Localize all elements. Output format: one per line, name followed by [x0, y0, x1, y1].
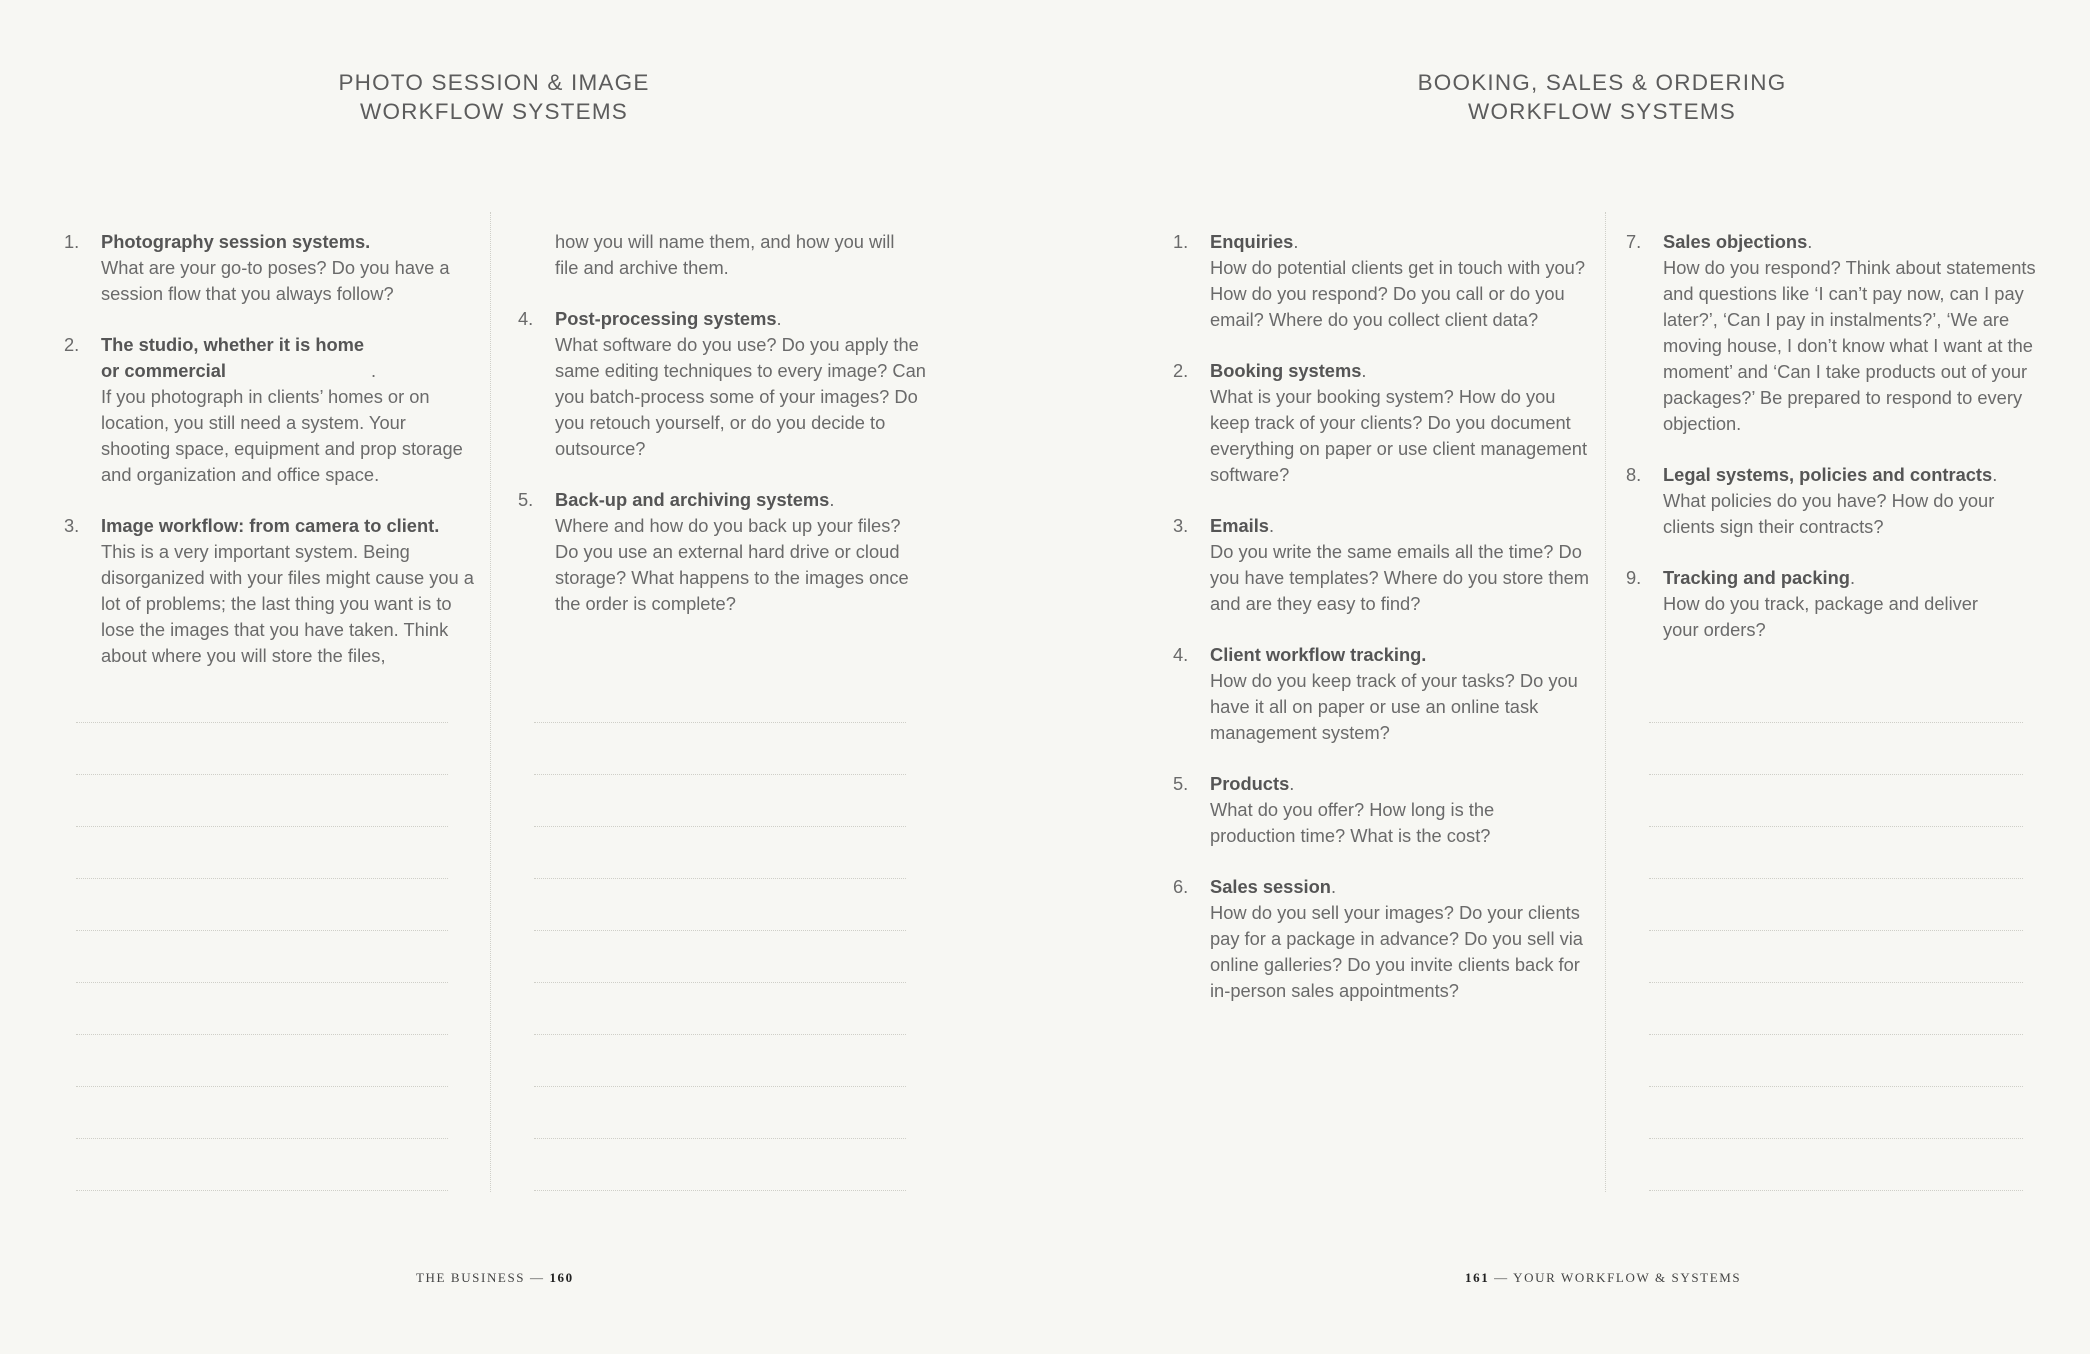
- item-text: What do you offer? How long is the production time? What is the cost?: [1210, 799, 1495, 846]
- item-number: 7.: [1626, 231, 1642, 252]
- item-text: How do you sell your images? Do your clients pay for a package in advance? Do you sell via online galleries? Do you invite clients back for in-person sales appointments?: [1210, 902, 1583, 1001]
- item-text: What software do you use? Do you apply the same editing techniques to every image? Can you batch-process some of your images? Do you retouch yourself, or do you decide to outsource?: [555, 334, 926, 459]
- right-page-title: [1252, 68, 1952, 126]
- item-title: Booking systems: [1210, 360, 1362, 381]
- item-title: Products: [1210, 773, 1290, 794]
- item-number: 4.: [1173, 644, 1189, 665]
- item-text: If you photograph in clients’ homes or on location, you still need a system. Your shooting space, equipment and prop storage and organization and office space.: [101, 386, 463, 485]
- list-item: 2. Booking systems. What is your booking system? How do you keep track of your clients? Do you document everything on paper or use client management software?: [1173, 358, 1595, 488]
- item-number: 8.: [1626, 464, 1642, 485]
- item-number: 6.: [1173, 876, 1189, 897]
- item-text: How do you keep track of your tasks? Do you have it all on paper or use an online task management system?: [1210, 670, 1578, 743]
- item-number: 1.: [64, 231, 80, 252]
- left-title-line2: WORKFLOW SYSTEMS: [360, 99, 628, 124]
- page-footer-left: THE BUSINESS — 160: [416, 1270, 574, 1285]
- item-text: How do you track, package and deliver your orders?: [1663, 593, 1979, 640]
- list-item: 7. Sales objections. How do you respond? Think about statements and questions like ‘I can’t pay now, can I pay later?’, ‘Can I pay in instalments?’, ‘We are moving house, I don’t know what I want at the moment’ and ‘Can I take products out of your packages?’ Be prepared to respond to every objection.: [1626, 229, 2046, 437]
- item-number: 5.: [518, 489, 534, 510]
- item-title: Back-up and archiving systems: [555, 489, 830, 510]
- item-title: Tracking and packing: [1663, 567, 1850, 588]
- column-divider: [1605, 212, 1606, 1192]
- list-item: 8. Legal systems, policies and contracts. What policies do you have? How do your clients sign their contracts?: [1626, 462, 2046, 540]
- column-divider: [490, 212, 491, 1192]
- list-item: 2. The studio, whether it is home or commercial . If you photograph in clients’ homes or on location, you still need a system. Your shooting space, equipment and prop storage and organization and office space.: [64, 332, 479, 488]
- list-item: 5. Back-up and archiving systems. Where and how do you back up your files? Do you use an external hard drive or cloud storage? What happens to the images once the order is complete?: [518, 487, 928, 617]
- item-number: 2.: [1173, 360, 1189, 381]
- list-item: 1. Enquiries. How do potential clients get in touch with you? How do you respond? Do you call or do you email? Where do you collect client data?: [1173, 229, 1595, 333]
- item-title: Enquiries: [1210, 231, 1294, 252]
- item-number: 9.: [1626, 567, 1642, 588]
- list-item: 9. Tracking and packing. How do you track, package and deliver your orders?: [1626, 565, 2046, 643]
- page-number: 161: [1465, 1270, 1490, 1285]
- item-number: 3.: [1173, 515, 1189, 536]
- right-column-1: [1173, 229, 1595, 1029]
- right-title-line1: BOOKING, SALES & ORDERING: [1417, 70, 1787, 95]
- writing-lines-left-1: [76, 722, 448, 1191]
- right-column-2: [1626, 229, 2046, 668]
- left-column-2: [518, 229, 928, 642]
- item-title: Image workflow: from camera to client.: [101, 515, 440, 536]
- writing-lines-left-2: [534, 722, 906, 1191]
- list-item: [1173, 642, 1595, 746]
- writing-lines-right: [1649, 722, 2023, 1191]
- item-text: How do you respond? Think about statements and questions like ‘I can’t pay now, can I pay later?’, ‘Can I pay in instalments?’, ‘We are moving house, I don’t know what I want at the moment’ and ‘Can I take products out of your packages?’ Be prepared to respond to every objection.: [1663, 257, 2036, 434]
- list-item: 5. Products. What do you offer? How long is the production time? What is the cost?: [1173, 771, 1595, 849]
- item-number: 5.: [1173, 773, 1189, 794]
- item-text: Where and how do you back up your files? Do you use an external hard drive or cloud storage? What happens to the images once the order is complete?: [555, 515, 909, 614]
- item-text: What are your go-to poses? Do you have a session flow that you always follow?: [101, 257, 450, 304]
- item-number: 1.: [1173, 231, 1189, 252]
- left-column-1: [64, 229, 479, 694]
- list-item: [64, 229, 479, 307]
- item-text: How do potential clients get in touch with you? How do you respond? Do you call or do you email? Where do you collect client data?: [1210, 257, 1585, 330]
- right-title-line2: WORKFLOW SYSTEMS: [1468, 99, 1736, 124]
- item-title: Sales session: [1210, 876, 1331, 897]
- list-item: 3. Emails. Do you write the same emails all the time? Do you have templates? Where do you store them and are they easy to find?: [1173, 513, 1595, 617]
- left-page-title: [144, 68, 844, 126]
- item-number: 4.: [518, 308, 534, 329]
- item-text: What policies do you have? How do your clients sign their contracts?: [1663, 490, 1995, 537]
- list-item: [64, 513, 479, 669]
- item-title: Legal systems, policies and contracts: [1663, 464, 1993, 485]
- item-text: This is a very important system. Being disorganized with your files might cause you a lot of problems; the last thing you want is to lose the images that you have taken. Think about where you will store the files,: [101, 541, 474, 666]
- left-title-line1: PHOTO SESSION & IMAGE: [338, 70, 650, 95]
- item-title: Photography session systems.: [101, 231, 371, 252]
- right-page: [1045, 0, 2090, 1354]
- item-title: The studio, whether it is home or commercial: [101, 334, 365, 381]
- item-title: Sales objections: [1663, 231, 1808, 252]
- item-number: 2.: [64, 334, 80, 355]
- item-number: 3.: [64, 515, 80, 536]
- item-text: Do you write the same emails all the time? Do you have templates? Where do you store them and are they easy to find?: [1210, 541, 1590, 614]
- page-footer-right: 161 — YOUR WORKFLOW & SYSTEMS: [1465, 1270, 1742, 1285]
- item-title: Emails: [1210, 515, 1269, 536]
- item-text: What is your booking system? How do you keep track of your clients? Do you document everything on paper or use client management software?: [1210, 386, 1588, 485]
- item-title: Post-processing systems: [555, 308, 777, 329]
- list-item: 4. Post-processing systems. What software do you use? Do you apply the same editing techniques to every image? Can you batch-process some of your images? Do you retouch yourself, or do you decide to outsource?: [518, 306, 928, 462]
- continued-text: how you will name them, and how you will file and archive them.: [555, 231, 895, 278]
- page-number: 160: [549, 1270, 574, 1285]
- list-item: 6. Sales session. How do you sell your images? Do your clients pay for a package in advance? Do you sell via online galleries? Do you invite clients back for in-person sales appointments?: [1173, 874, 1595, 1004]
- item-title: Client workflow tracking.: [1210, 644, 1427, 665]
